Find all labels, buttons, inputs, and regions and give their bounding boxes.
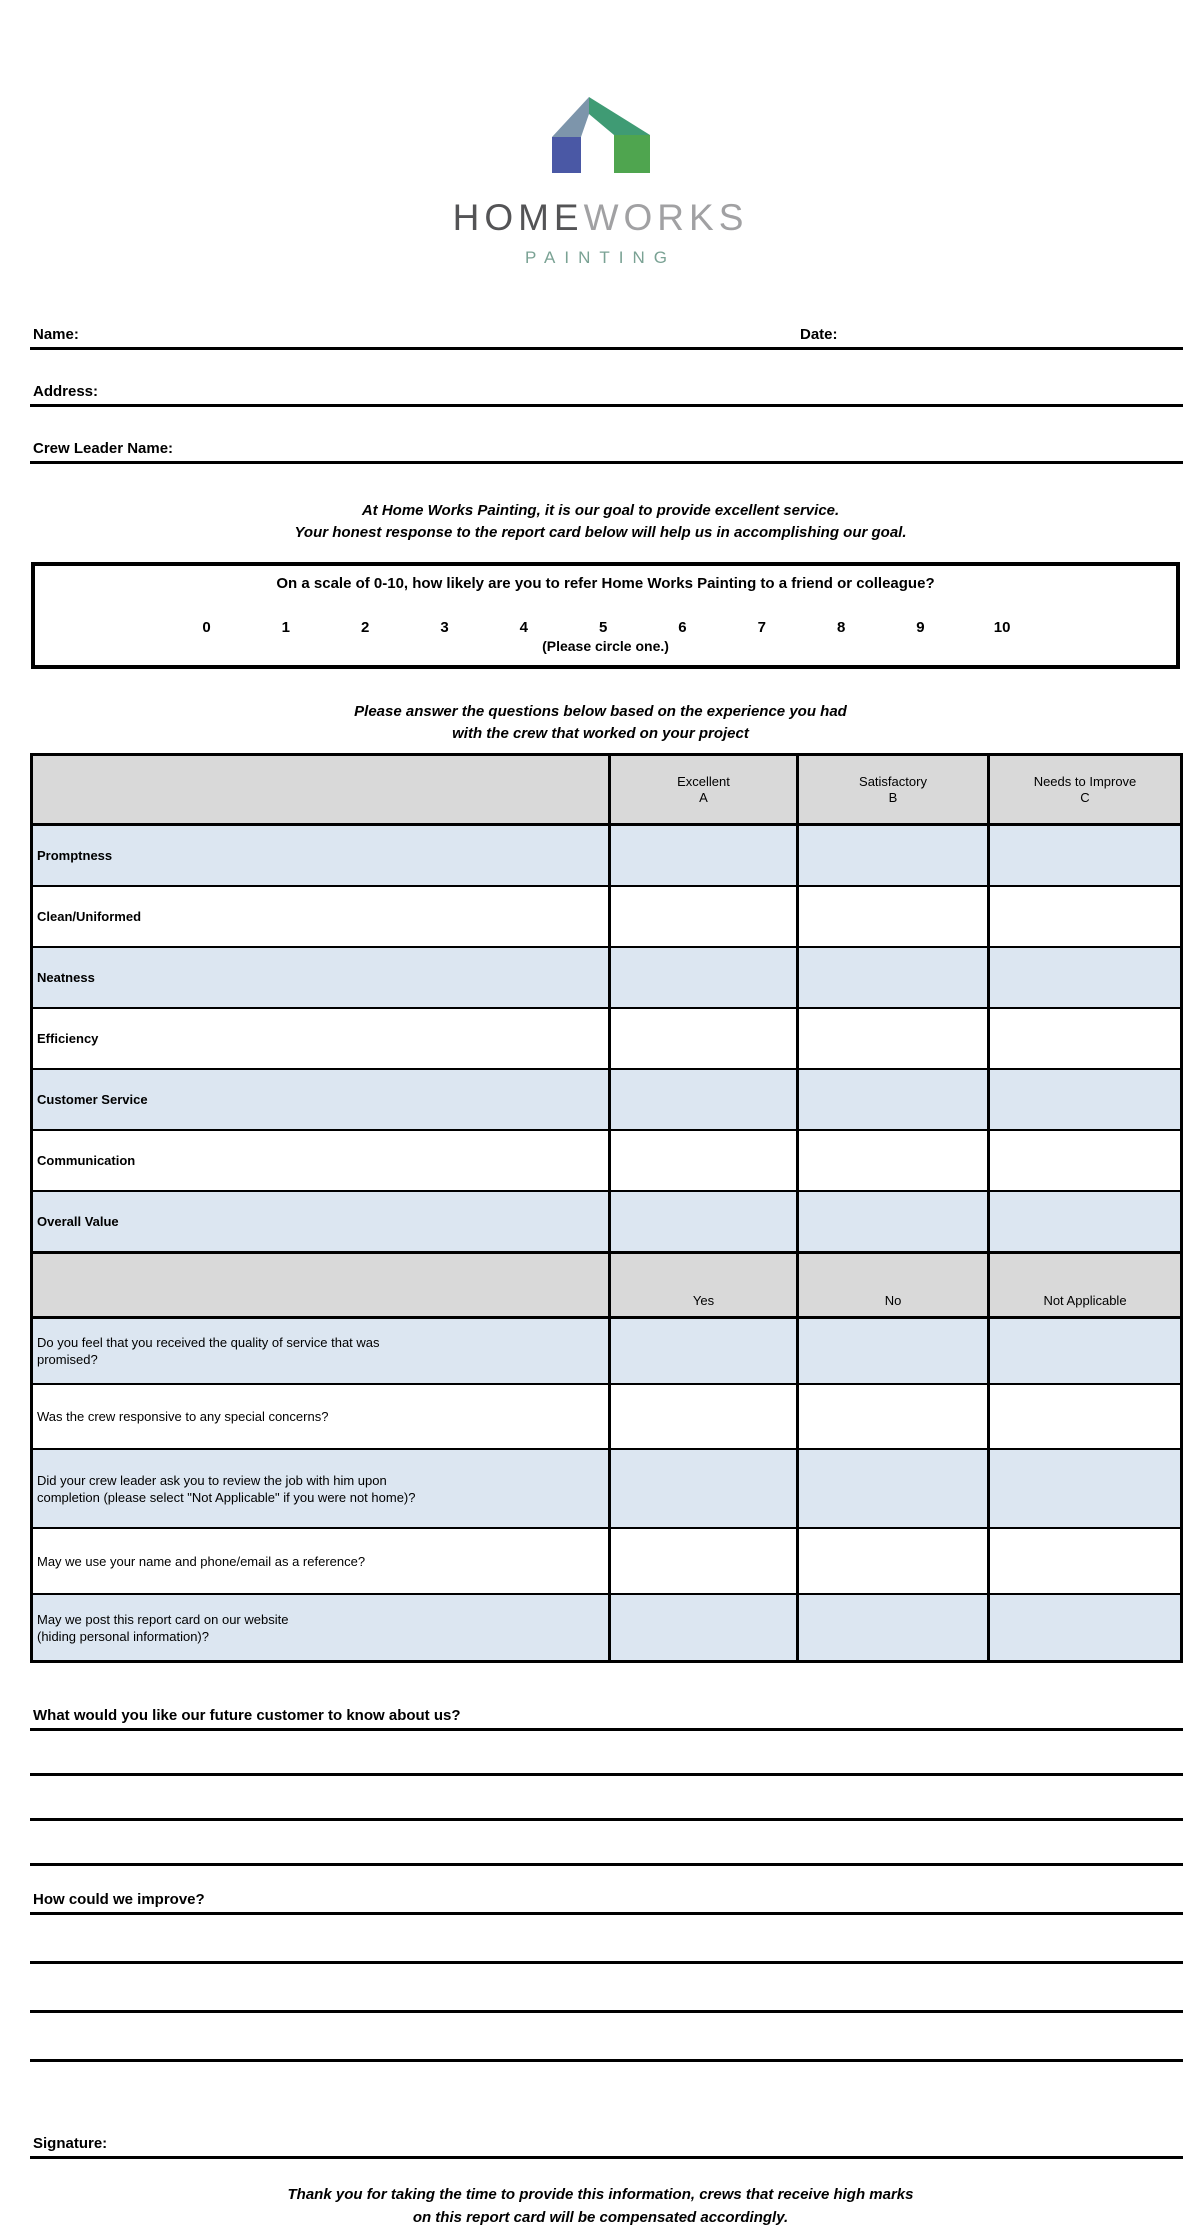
rating-row-label: Communication [32,1130,610,1191]
rating-cell-b[interactable] [798,1191,989,1253]
answer-cell-na[interactable] [989,1318,1182,1385]
question-text [32,1449,610,1528]
question-row-special-concerns [32,1384,1182,1449]
answer-cell-yes[interactable] [610,1594,798,1662]
rating-cell-c[interactable] [989,1069,1182,1130]
write-in-line[interactable] [30,1731,1183,1776]
question-text [32,1318,610,1385]
house-left-roof [552,97,589,137]
question-text [32,1384,610,1449]
rating-cell-a[interactable] [610,825,798,887]
question-line-1: Do you feel that you received the quality of service that was [37,1335,380,1350]
rating-cell-b[interactable] [798,886,989,947]
rating-row-label: Customer Service [32,1069,610,1130]
rating-header-excellent-label: Excellent [677,773,730,789]
nps-box [31,562,1180,669]
house-logo-icon [552,97,650,173]
rating-row-label: Overall Value [32,1191,610,1253]
question-line-1: Did your crew leader ask you to review the job with him upon [37,1472,387,1488]
yes-no-header-empty-cell [32,1253,610,1318]
future-customer-question-label: What would you like our future customer to know about us? [33,1707,461,1724]
rating-header-needs-improve [989,755,1182,825]
yes-no-header-row [32,1253,1182,1318]
table-intro-line-2: with the crew that worked on your project [452,725,749,742]
answer-cell-yes[interactable] [610,1318,798,1385]
rating-cell-a[interactable] [610,1130,798,1191]
address-field-line[interactable] [30,383,1183,407]
rating-row-customer-service [32,1069,1182,1130]
name-field-line[interactable] [30,326,1183,350]
rating-header-satisfactory [798,755,989,825]
brand-subtitle: PAINTING [524,248,677,267]
write-in-line[interactable] [30,1915,1183,1964]
question-line-1: May we post this report card on our website [37,1611,289,1627]
brand-home-text: HOME [452,197,584,238]
intro-note [0,500,1201,544]
yes-no-header-not-applicable: Not Applicable [989,1253,1182,1318]
thanks-note [0,2183,1201,2229]
house-right-roof [589,97,650,135]
rating-cell-a[interactable] [610,1191,798,1253]
thanks-line-1: Thank you for taking the time to provide this information, crews that receive high marks [287,2186,914,2203]
answer-cell-na[interactable] [989,1449,1182,1528]
write-in-line[interactable] [30,1821,1183,1866]
answer-cell-no[interactable] [798,1318,989,1385]
rating-row-label: Neatness [32,947,610,1008]
answer-cell-na[interactable] [989,1594,1182,1662]
rating-header-needs-improve-label: Needs to Improve [1033,773,1137,789]
address-label: Address: [33,383,99,400]
intro-line-1: At Home Works Painting, it is our goal to provide excellent service. [361,502,840,519]
brand-works-text: WORKS [583,197,749,238]
rating-cell-a[interactable] [610,1008,798,1069]
rating-cell-b[interactable] [798,947,989,1008]
question-line-2: (hiding personal information)? [37,1628,209,1644]
name-label: Name: [33,326,79,343]
rating-cell-b[interactable] [798,1130,989,1191]
rating-row-efficiency [32,1008,1182,1069]
rating-header-satisfactory-label: Satisfactory [859,773,927,789]
nps-scale-2[interactable]: 2 [360,619,370,636]
answer-cell-na[interactable] [989,1528,1182,1594]
report-card-table [30,753,1183,1663]
answer-cell-na[interactable] [989,1384,1182,1449]
rating-cell-a[interactable] [610,886,798,947]
answer-cell-no[interactable] [798,1594,989,1662]
improve-question-line[interactable] [30,1891,1183,1915]
rating-cell-b[interactable] [798,825,989,887]
nps-scale-1[interactable]: 1 [281,619,290,636]
rating-header-excellent-grade: A [699,789,708,805]
table-intro-line-1: Please answer the questions below based on the experience you had [354,703,847,720]
write-in-line[interactable] [30,1964,1183,2013]
question-text [32,1594,610,1662]
nps-scale-9[interactable]: 9 [916,619,925,636]
nps-scale-10[interactable]: 10 [993,619,1011,636]
answer-cell-no[interactable] [798,1528,989,1594]
rating-cell-c[interactable] [989,886,1182,947]
house-left-wall [552,137,581,173]
nps-scale-6[interactable]: 6 [678,619,687,636]
nps-question: On a scale of 0-10, how likely are you to refer Home Works Painting to a friend or colleague? [276,575,935,592]
answer-cell-yes[interactable] [610,1528,798,1594]
question-line-1: Was the crew responsive to any special concerns? [37,1409,329,1424]
logo [0,0,1201,266]
yes-no-header-no: No [798,1253,989,1318]
nps-scale [201,619,1011,637]
question-text [32,1528,610,1594]
future-customer-question-line[interactable] [30,1707,1183,1731]
rating-row-overall-value [32,1191,1182,1253]
question-row-review-job [32,1449,1182,1528]
nps-instruction: (Please circle one.) [542,638,669,654]
rating-row-neatness [32,947,1182,1008]
answer-cell-no[interactable] [798,1384,989,1449]
rating-row-clean-uniformed [32,886,1182,947]
question-row-quality-promised [32,1318,1182,1385]
header-fields [30,326,1183,464]
rating-cell-c[interactable] [989,1191,1182,1253]
nps-scale-4[interactable]: 4 [519,619,528,636]
rating-header-empty-cell [32,755,610,825]
date-label: Date: [800,326,838,343]
signature-label: Signature: [33,2135,108,2152]
question-line-2: promised? [37,1352,98,1367]
nps-scale-7[interactable]: 7 [757,619,766,636]
rating-cell-a[interactable] [610,947,798,1008]
write-in-line[interactable] [30,1776,1183,1821]
rating-cell-c[interactable] [989,825,1182,887]
brand-wordmark [0,199,1201,236]
yes-no-header-yes: Yes [610,1253,798,1318]
improve-question-label: How could we improve? [33,1891,205,1908]
house-right-wall [614,135,650,173]
rating-cell-a[interactable] [610,1069,798,1130]
question-row-post-website [32,1594,1182,1662]
rating-cell-c[interactable] [989,1130,1182,1191]
nps-scale-3[interactable]: 3 [440,619,449,636]
question-line-1: May we use your name and phone/email as a reference? [37,1553,366,1569]
nps-scale-5[interactable]: 5 [598,619,608,636]
intro-line-2: Your honest response to the report card below will help us in accomplishing our goal. [294,524,907,541]
write-in-line[interactable] [30,2013,1183,2062]
rating-header-satisfactory-grade: B [888,789,898,805]
rating-row-promptness [32,825,1182,887]
rating-header-needs-improve-grade: C [1080,789,1090,805]
rating-cell-c[interactable] [989,1008,1182,1069]
rating-header-row [32,755,1182,825]
signature-line[interactable] [30,2135,1183,2159]
crew-leader-label: Crew Leader Name: [33,440,174,457]
answer-cell-yes[interactable] [610,1384,798,1449]
crew-leader-field-line[interactable] [30,440,1183,464]
table-intro [0,701,1201,745]
rating-row-label: Clean/Uniformed [32,886,610,947]
rating-cell-b[interactable] [798,1069,989,1130]
rating-row-label: Efficiency [32,1008,610,1069]
rating-row-communication [32,1130,1182,1191]
question-line-2: completion (please select "Not Applicable" if you were not home)? [37,1489,416,1505]
rating-row-label: Promptness [32,825,610,887]
rating-cell-c[interactable] [989,947,1182,1008]
thanks-line-2: on this report card will be compensated accordingly. [412,2209,789,2226]
answer-cell-no[interactable] [798,1449,989,1528]
rating-cell-b[interactable] [798,1008,989,1069]
question-row-reference [32,1528,1182,1594]
rating-header-excellent [610,755,798,825]
nps-scale-8[interactable]: 8 [836,619,846,636]
nps-scale-0[interactable]: 0 [202,619,211,636]
answer-cell-yes[interactable] [610,1449,798,1528]
